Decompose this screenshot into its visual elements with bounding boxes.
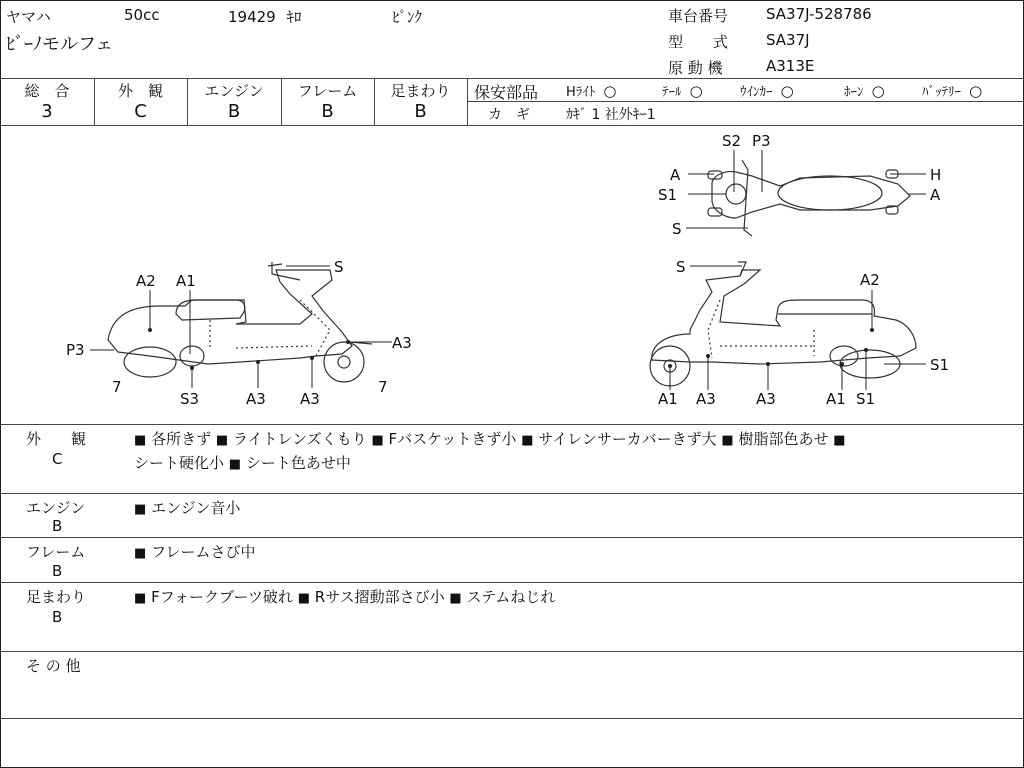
model-code: SA37J — [766, 31, 810, 49]
safety-label: 保安部品 — [474, 83, 539, 102]
safety-item-name: ﾎｰﾝ — [844, 85, 864, 100]
safety-item-mark: ○ — [603, 82, 617, 100]
diagram-label-7: 7 — [112, 378, 122, 396]
diagram-label-a1: A1 — [176, 272, 196, 290]
engine-grade: B — [227, 101, 241, 122]
maker: ヤマハ — [6, 8, 51, 26]
engine-no: A313E — [766, 57, 815, 75]
remarks-divider — [0, 493, 1024, 494]
exterior-label: 外 観 — [117, 82, 163, 100]
frame-no-label: 車台番号 — [668, 7, 729, 25]
diagram-label-s2: S2 — [722, 132, 742, 150]
remark-item: シート硬化小 — [134, 454, 225, 472]
diagram-label-7: 7 — [378, 378, 388, 396]
remark-item: シート色あせ中 — [245, 454, 351, 472]
mileage-unit: ｷﾛ — [286, 8, 302, 26]
remarks-divider — [0, 537, 1024, 538]
remark-other-label: そ の 他 — [26, 657, 81, 675]
remark-suspension-list — [134, 586, 555, 607]
diagram-label-s: S — [334, 258, 344, 276]
remark-engine-list — [134, 497, 240, 518]
color: ﾋﾟﾝｸ — [392, 8, 423, 26]
key-value: ｶｷﾞ 1 社外ｷｰ1 — [566, 107, 656, 123]
remarks-divider — [0, 651, 1024, 652]
mileage-value: 19429 — [228, 8, 276, 26]
safety-item-mark: ○ — [969, 82, 983, 100]
frame-grade: B — [321, 101, 334, 122]
remark-line — [134, 452, 846, 476]
diagram-label-s1: S1 — [930, 356, 950, 374]
remark-item: ステムねじれ — [466, 588, 556, 606]
diagram-label-a3: A3 — [756, 390, 776, 408]
overall-grade: 3 — [41, 101, 53, 122]
remark-frame-label: フレーム — [26, 543, 86, 561]
engine-label: エンジン — [204, 82, 264, 100]
remark-item: Fフォークブーツ破れ — [151, 588, 293, 606]
key-label: カ ギ — [488, 107, 530, 123]
suspension-grade: B — [414, 101, 427, 122]
bullet: ■ — [134, 502, 147, 517]
diagram-label-a3: A3 — [300, 390, 320, 408]
safety-item-tail — [662, 81, 703, 100]
bullet: ■ — [721, 433, 734, 448]
diagram-label-s1: S1 — [856, 390, 876, 408]
diagram-label-a3: A3 — [246, 390, 266, 408]
remark-line — [134, 428, 846, 452]
remark-exterior-grade: C — [52, 450, 63, 468]
bullet: ■ — [833, 433, 846, 448]
diagram-label-a3: A3 — [392, 334, 412, 352]
diagram-label-p3: P3 — [752, 132, 771, 150]
displacement: 50cc — [124, 6, 160, 24]
scooter-diagram — [0, 126, 1024, 424]
remark-frame-list — [134, 541, 255, 562]
diagram-label-p3: P3 — [66, 341, 85, 359]
remark-item: ライトレンズくもり — [232, 430, 367, 448]
remark-suspension-grade: B — [52, 608, 63, 626]
diagram-label-s3: S3 — [180, 390, 200, 408]
safety-item-name: ﾊﾞｯﾃﾘｰ — [922, 85, 961, 100]
diagram-label-s1: S1 — [658, 186, 678, 204]
engine-no-label: 原 動 機 — [668, 59, 723, 77]
model-name: ﾋﾞｰﾉモルフェ — [6, 34, 114, 55]
bullet: ■ — [297, 591, 310, 606]
remark-suspension-label: 足まわり — [26, 588, 87, 606]
remark-exterior-list — [134, 428, 846, 476]
remark-item: フレームさび中 — [151, 543, 256, 561]
safety-item-mark: ○ — [689, 82, 703, 100]
safety-item-horn — [844, 81, 885, 100]
remarks-divider — [0, 718, 1024, 719]
remarks-divider — [0, 582, 1024, 583]
safety-item-mark: ○ — [871, 82, 885, 100]
grade-divider — [467, 78, 468, 125]
model-code-label: 型 式 — [668, 33, 729, 51]
remark-item: エンジン音小 — [151, 499, 241, 517]
exterior-grade: C — [134, 101, 147, 122]
bullet: ■ — [521, 433, 534, 448]
remark-frame-grade: B — [52, 562, 63, 580]
safety-item-winker — [740, 81, 794, 100]
safety-mid-border — [468, 101, 1024, 102]
remark-engine-label: エンジン — [26, 499, 86, 517]
diagram-label-s: S — [672, 220, 682, 238]
diagram-label-a1: A1 — [826, 390, 846, 408]
mileage — [228, 6, 302, 27]
frame-no: SA37J-528786 — [766, 5, 872, 23]
remark-engine-grade: B — [52, 517, 63, 535]
leader-lines — [90, 150, 926, 390]
remark-exterior-label: 外 観 — [26, 430, 87, 448]
diagram-label-a1: A1 — [658, 390, 678, 408]
diagram-label-a: A — [670, 166, 681, 184]
frame-label: フレーム — [297, 82, 358, 100]
grade-top-border — [0, 78, 1024, 79]
bullet: ■ — [215, 433, 229, 448]
overall-label: 総 合 — [24, 82, 70, 100]
remark-item: 樹脂部色あせ — [738, 430, 829, 448]
bullet: ■ — [228, 457, 242, 472]
remark-item: 各所きず — [151, 430, 212, 448]
safety-item-battery — [922, 81, 982, 100]
safety-item-headlight — [566, 81, 617, 100]
safety-item-name: ｳｲﾝｶｰ — [740, 85, 773, 100]
bullet: ■ — [371, 433, 384, 448]
safety-item-name: Hﾗｲﾄ — [566, 85, 596, 100]
bullet: ■ — [134, 433, 147, 448]
bullet: ■ — [134, 591, 147, 606]
diagram-label-h: H — [930, 166, 942, 184]
remark-item: サイレンサーカバーきず大 — [538, 430, 717, 448]
safety-item-name: ﾃｰﾙ — [662, 85, 682, 100]
top-view-scooter — [708, 160, 910, 236]
safety-item-mark: ○ — [780, 82, 794, 100]
diagram-label-s: S — [676, 258, 686, 276]
diagram-label-a2: A2 — [136, 272, 156, 290]
remarks-top-border — [0, 424, 1024, 425]
diagram-label-a3: A3 — [696, 390, 716, 408]
diagram-label-a2: A2 — [860, 271, 880, 289]
bullet: ■ — [134, 546, 147, 561]
remark-item: Rサス摺動部さび小 — [314, 588, 445, 606]
bullet: ■ — [449, 591, 462, 606]
remark-item: Fバスケットきず小 — [388, 430, 517, 448]
suspension-label: 足まわり — [390, 82, 451, 100]
diagram-label-a: A — [930, 186, 941, 204]
